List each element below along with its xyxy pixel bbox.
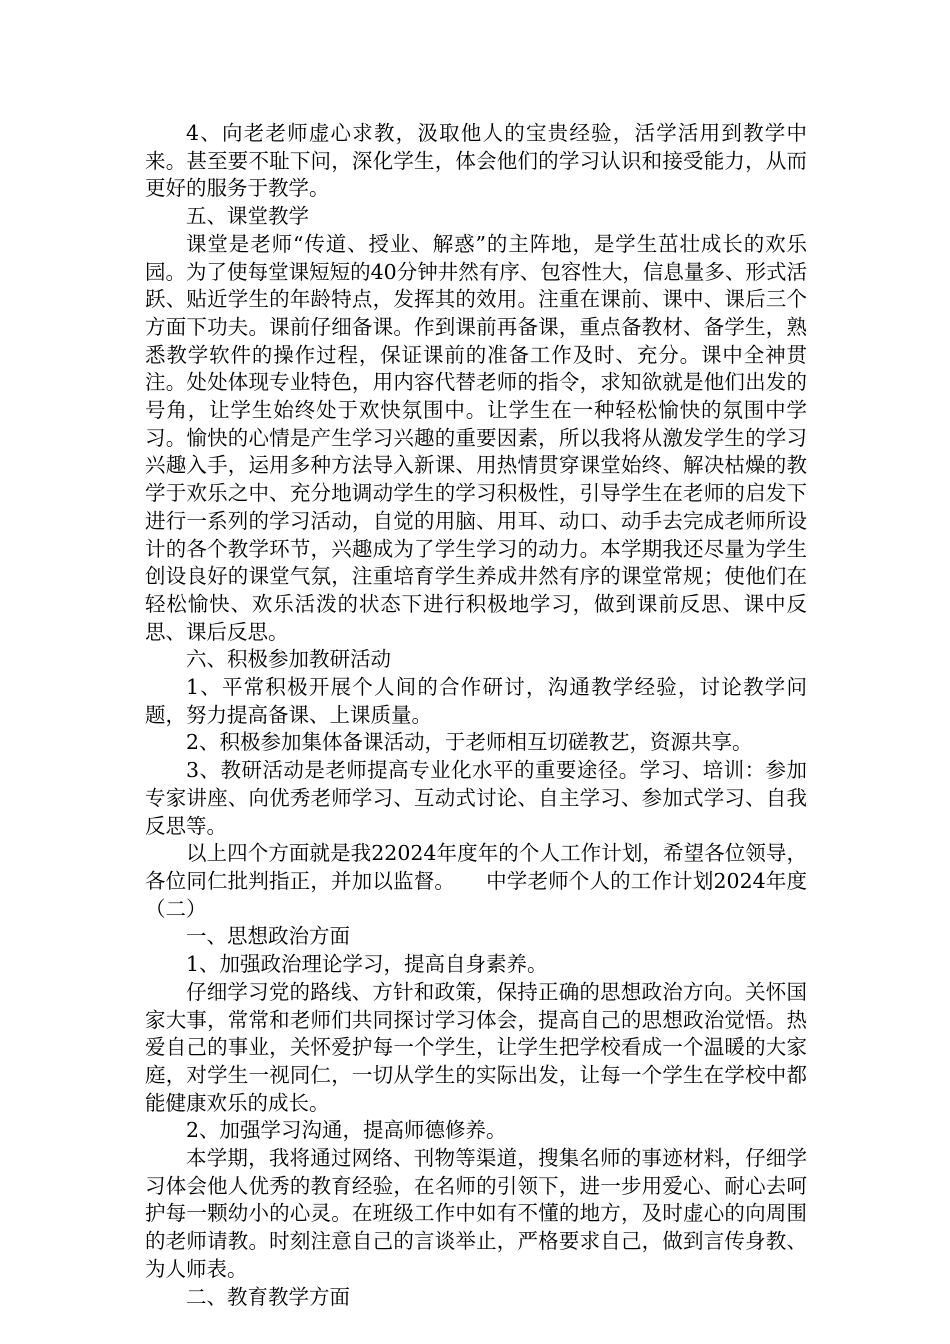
heading-research-activities: 六、积极参加教研活动 — [186, 647, 391, 672]
heading-political-thought: 一、思想政治方面 — [186, 924, 350, 949]
heading-education-teaching: 二、教育教学方面 — [186, 1284, 350, 1309]
subheading-political-study: 1、加强政治理论学习，提高自身素养。 — [186, 952, 548, 977]
paragraph-ethics-cultivation: 本学期，我将通过网络、刊物等渠道，搜集名师的事迹材料，仔细学习体会他人优秀的教育经验，在名师的引领下，进一步用爱心、耐心去呵护每一颗幼小的心灵。在班级工作中如有不懂的地方，及时虚心的向周围的老师请教。时刻注意自己的言谈举止，严格要求自己，做到言传身教、为人师表。 — [145, 1146, 807, 1281]
paragraph-classroom-teaching: 课堂是老师“传道、授业、解惑”的主阵地，是学生茁壮成长的欢乐园。为了使每堂课短短的40分钟井然有序、包容性大，信息量多、形式活跃、贴近学生的年龄特点，发挥其的效用。注重在课前、课中、课后三个方面下功夫。课前仔细备课。作到课前再备课，重点备教材、备学生，熟悉教学软件的操作过程，保证课前的准备工作及时、充分。课中全神贯注。处处体现专业特色，用内容代替老师的指令，求知欲就是他们出发的号角，让学生始终处于欢快氛围中。让学生在一种轻松愉快的氛围中学习。愉快的心情是产生学习兴趣的重要因素，所以我将从激发学生的学习兴趣入手，运用多种方法导入新课、用热情贯穿课堂始终、解决枯燥的教学于欢乐之中、充分地调动学生的学习积极性，引导学生在老师的启发下进行一系列的学习活动，自觉的用脑、用耳、动口、动手去完成老师所设计的各个教学环节，兴趣成为了学生学习的动力。本学期我还尽量为学生创设良好的课堂气氛，注重培育学生养成井然有序的课堂常规；使他们在轻松愉快、欢乐活泼的状态下进行积极地学习，做到课前反思、课中反思、课后反思。 — [145, 231, 807, 644]
paragraph-advice-from-senior-teachers: 4、向老老师虚心求教，汲取他人的宝贵经验，活学活用到教学中来。甚至要不耻下问，深化学生，体会他们的学习认识和接受能力，从而更好的服务于教学。 — [145, 121, 807, 201]
paragraph-political-study: 仔细学习党的路线、方针和政策，保持正确的思想政治方向。关怀国家大事，常常和老师们共同探讨学习体会，提高自己的思想政治觉悟。热爱自己的事业，关怀爱护每一个学生，让学生把学校看成一个温暖的大家庭，对学生一视同仁，一切从学生的实际出发，让每一个学生在学校中都能健康欢乐的成长。 — [145, 979, 807, 1115]
document-page — [145, 120, 807, 1311]
paragraph-summary-and-part-two-title: 以上四个方面就是我22024年度年的个人工作计划，希望各位领导，各位同仁批判指正，并加以监督。 中学老师个人的工作计划2024年度（二） — [145, 841, 807, 921]
heading-classroom-teaching: 五、课堂教学 — [186, 204, 309, 229]
paragraph-research-item-1: 1、平常积极开展个人间的合作研讨，沟通教学经验，讨论教学问题，努力提高备课、上课质量。 — [145, 675, 807, 727]
paragraph-research-item-2: 2、积极参加集体备课活动，于老师相互切磋教艺，资源共享。 — [186, 730, 753, 755]
paragraph-research-item-3: 3、教研活动是老师提高专业化水平的重要途径。学习、培训：参加专家讲座、向优秀老师学习、互动式讨论、自主学习、参加式学习、自我反思等。 — [145, 758, 807, 838]
subheading-ethics-cultivation: 2、加强学习沟通，提高师德修养。 — [186, 1118, 507, 1143]
